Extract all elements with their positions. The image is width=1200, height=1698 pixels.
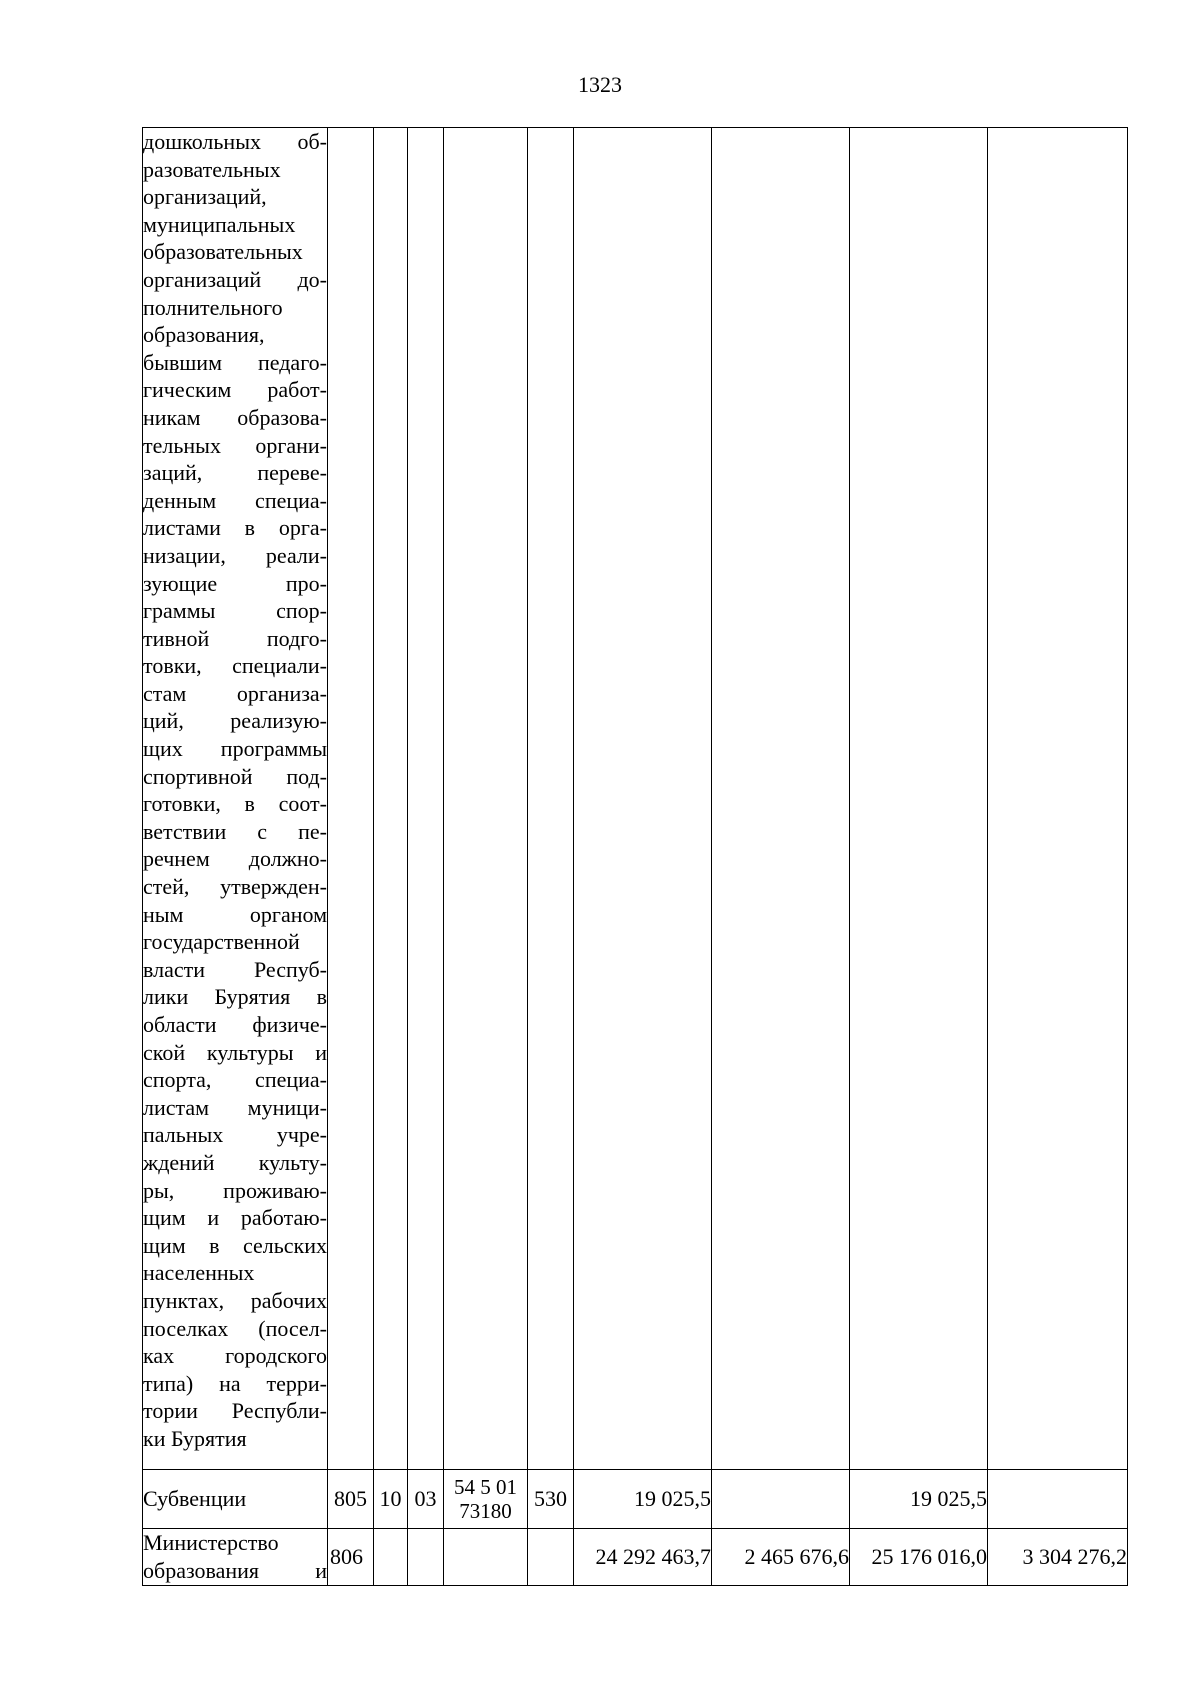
description-line: ской культуры и (143, 1039, 327, 1065)
description-line: организаций до- (143, 266, 327, 292)
description-line: листам муници- (143, 1094, 327, 1120)
rz-cell (374, 1529, 408, 1586)
sum-cell (988, 128, 1128, 1470)
description-line: муниципальных (143, 211, 296, 237)
description-line: разовательных (143, 156, 281, 182)
rz-cell (374, 128, 408, 1470)
description-line: области физиче- (143, 1012, 327, 1037)
description-line: спорта, специа- (143, 1067, 327, 1093)
description-line: тории Республи- (143, 1398, 327, 1424)
description-line: власти Респуб- (143, 956, 327, 982)
description-line: образования, (143, 322, 265, 348)
sum-cell: 19 025,5 (850, 1470, 988, 1529)
description-line: типа) на терри- (143, 1370, 327, 1396)
description-line: речнем должно- (143, 846, 327, 872)
table-row (143, 128, 1128, 1470)
row-description (143, 128, 328, 1470)
description-line: пальных учре- (143, 1122, 327, 1148)
kcsr-cell (444, 128, 528, 1470)
description-line: зующие про- (143, 570, 327, 596)
description-line: поселках (посел- (143, 1315, 327, 1341)
pr-cell (408, 1529, 444, 1586)
description-line: дошкольных об- (143, 129, 327, 154)
sum-cell: 2 465 676,6 (712, 1529, 850, 1586)
gr-cell: 805 (328, 1470, 374, 1529)
sum-cell (712, 128, 850, 1470)
vr-cell (528, 1529, 574, 1586)
sum-cell: 24 292 463,7 (574, 1529, 712, 1586)
description-line: полнительного (143, 294, 283, 320)
description-line: населенных (143, 1260, 255, 1286)
description-line: щих программы (143, 736, 327, 762)
rz-cell: 10 (374, 1470, 408, 1529)
vr-cell: 530 (528, 1470, 574, 1529)
description-line: ций, реализую- (143, 708, 327, 734)
vr-cell (528, 128, 574, 1470)
gr-cell: 806 (328, 1529, 374, 1586)
description-line: денным специа- (143, 487, 327, 513)
sum-cell (988, 1470, 1128, 1529)
sum-cell: 19 025,5 (574, 1470, 712, 1529)
description-line: бывшим педаго- (143, 349, 327, 375)
label-line: Министерство (143, 1530, 279, 1555)
description-line: образовательных (143, 239, 303, 265)
description-line: щим в сельских (143, 1232, 327, 1258)
description-line: тивной подго- (143, 625, 327, 651)
label-line: образования и (143, 1557, 327, 1583)
description-line: спортивной под- (143, 763, 327, 789)
description-line: стам организа- (143, 680, 327, 706)
row-label: Субвенции (143, 1470, 328, 1529)
description-line: государственной (143, 929, 300, 955)
sum-cell: 3 304 276,2 (988, 1529, 1128, 1586)
pr-cell: 03 (408, 1470, 444, 1529)
kcsr-cell (444, 1529, 528, 1586)
description-line: ры, проживаю- (143, 1177, 327, 1203)
description-line: никам образова- (143, 404, 327, 430)
description-line: ным органом (143, 901, 327, 927)
page-number: 1323 (578, 72, 622, 97)
description-line: низации, реали- (143, 542, 327, 568)
description-line: товки, специали- (143, 653, 327, 679)
sum-cell (850, 128, 988, 1470)
description-text (143, 128, 327, 1453)
description-line: ждений культу- (143, 1149, 327, 1175)
pr-cell (408, 128, 444, 1470)
table-row (143, 1470, 1128, 1529)
description-line: листами в орга- (143, 515, 327, 541)
description-line: лики Бурятия в (143, 984, 327, 1010)
description-line: щим и работаю- (143, 1205, 327, 1231)
description-line: готовки, в соот- (143, 791, 327, 817)
kcsr-cell (444, 1470, 528, 1529)
description-line: тельных органи- (143, 432, 327, 458)
budget-table (142, 127, 1128, 1586)
description-line: организаций, (143, 184, 267, 210)
description-line: заций, переве- (143, 460, 327, 486)
description-line: ках городского (143, 1343, 327, 1369)
kcsr-line: 54 5 01 (454, 1475, 517, 1499)
row-label (143, 1529, 328, 1586)
description-line: стей, утвержден- (143, 874, 327, 900)
description-line: пунктах, рабочих (143, 1287, 327, 1313)
description-line: ветствии с пе- (143, 818, 327, 844)
table-row (143, 1529, 1128, 1586)
description-line: ки Бурятия (143, 1425, 247, 1451)
sum-cell (712, 1470, 850, 1529)
gr-cell (328, 128, 374, 1470)
sum-cell: 25 176 016,0 (850, 1529, 988, 1586)
sum-cell (574, 128, 712, 1470)
description-line: граммы спор- (143, 598, 327, 624)
description-line: гическим работ- (143, 377, 327, 403)
kcsr-line: 73180 (459, 1499, 512, 1523)
